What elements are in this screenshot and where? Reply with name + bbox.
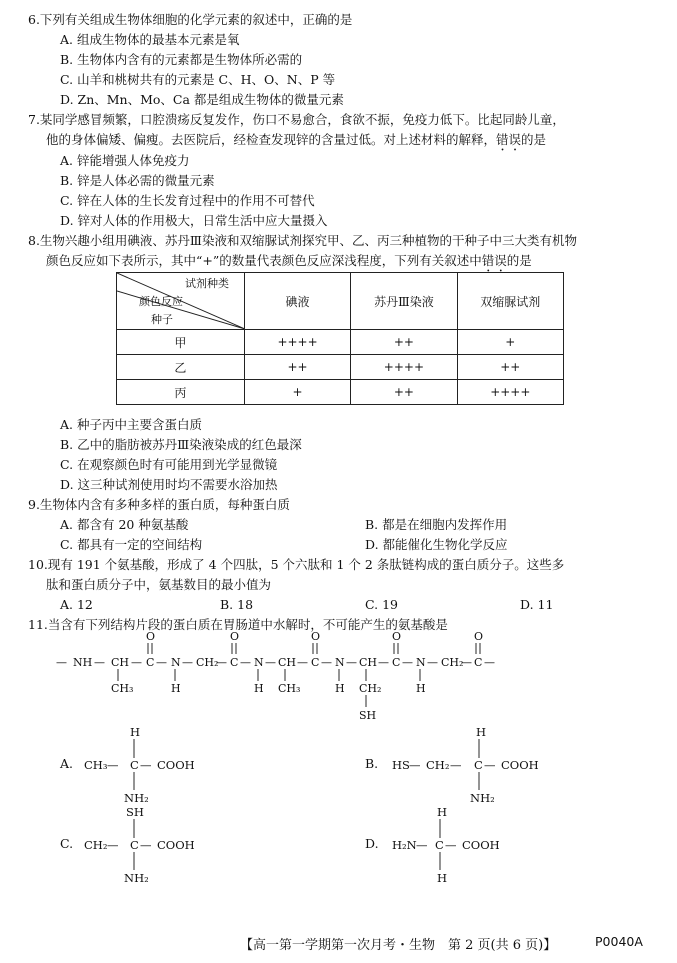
q11-option-a-structure bbox=[80, 724, 220, 806]
svg-text:COOH: COOH bbox=[501, 758, 539, 772]
svg-text:H₂N: H₂N bbox=[392, 838, 417, 852]
table-row bbox=[117, 355, 564, 380]
svg-text:HS: HS bbox=[392, 758, 410, 772]
svg-text:NH₂: NH₂ bbox=[470, 791, 495, 805]
svg-text:CH: CH bbox=[278, 656, 297, 669]
svg-text:—: — bbox=[346, 656, 357, 669]
q11-option-b-structure bbox=[388, 724, 568, 806]
svg-text:C: C bbox=[230, 656, 239, 669]
paper-code: P0040A bbox=[595, 934, 643, 949]
svg-text:H: H bbox=[130, 725, 141, 739]
q7-option-a: A. 锌能增强人体免疫力 bbox=[60, 153, 190, 168]
svg-text:N: N bbox=[171, 656, 181, 669]
table-cell: + bbox=[457, 330, 563, 355]
table-cell: + bbox=[244, 380, 350, 405]
q10-stem-line1: 10.现有 191 个氨基酸，形成了 4 个四肽，5 个六肽和 1 个 2 条肽链构成的蛋白质分子。这些多 bbox=[28, 557, 565, 572]
svg-text:—: — bbox=[450, 758, 462, 772]
table-cell: ++ bbox=[351, 380, 457, 405]
svg-text:—: — bbox=[445, 838, 457, 852]
svg-text:C: C bbox=[311, 656, 320, 669]
svg-text:CH₂: CH₂ bbox=[426, 758, 450, 772]
svg-text:CH₂: CH₂ bbox=[359, 682, 382, 695]
q8-stem-tail: 的是 bbox=[506, 253, 532, 268]
svg-text:N: N bbox=[416, 656, 426, 669]
q7-option-b: B. 锌是人体必需的微量元素 bbox=[60, 173, 215, 188]
seed-name: 乙 bbox=[117, 355, 245, 380]
q7-emphasis: 错误 bbox=[496, 132, 522, 147]
svg-text:—: — bbox=[402, 656, 413, 669]
svg-text:O: O bbox=[230, 632, 240, 643]
table-corner-cell bbox=[117, 273, 245, 330]
svg-text:—: — bbox=[461, 656, 472, 669]
svg-text:NH₂: NH₂ bbox=[124, 791, 149, 805]
q10-stem-line2: 肽和蛋白质分子中，氨基数目的最小值为 bbox=[46, 577, 272, 592]
svg-text:—: — bbox=[56, 656, 67, 669]
svg-text:N: N bbox=[335, 656, 345, 669]
q11-option-c-structure bbox=[80, 804, 220, 886]
svg-text:—: — bbox=[216, 656, 227, 669]
svg-text:—: — bbox=[378, 656, 389, 669]
col-header-sudan: 苏丹Ⅲ染液 bbox=[351, 273, 457, 330]
svg-text:C: C bbox=[474, 758, 483, 772]
svg-text:O: O bbox=[311, 632, 321, 643]
q8-stem-line1: 8.生物兴趣小组用碘液、苏丹Ⅲ染液和双缩脲试剂探究甲、乙、丙三种植物的干种子中三大类有机物 bbox=[28, 233, 577, 248]
table-row bbox=[117, 380, 564, 405]
q6-option-a: A. 组成生物体的最基本元素是氧 bbox=[60, 32, 240, 47]
svg-text:—: — bbox=[240, 656, 251, 669]
svg-text:H: H bbox=[437, 805, 448, 819]
table-cell: ++ bbox=[457, 355, 563, 380]
corner-seed-label: 种子 bbox=[151, 313, 173, 326]
corner-reagent-label: 试剂种类 bbox=[185, 277, 229, 290]
svg-text:C: C bbox=[146, 656, 155, 669]
svg-text:C: C bbox=[130, 758, 139, 772]
svg-text:—: — bbox=[107, 758, 119, 772]
q9-option-d: D. 都能催化生物化学反应 bbox=[365, 537, 508, 552]
svg-text:H: H bbox=[171, 682, 181, 695]
q10-option-d: D. 11 bbox=[520, 597, 554, 612]
q11-option-d-structure bbox=[388, 804, 548, 886]
svg-text:—: — bbox=[140, 758, 152, 772]
svg-text:—: — bbox=[94, 656, 105, 669]
q10-option-b: B. 18 bbox=[220, 597, 254, 612]
q9-stem: 9.生物体内含有多种多样的蛋白质，每种蛋白质 bbox=[28, 497, 290, 512]
table-cell: ++++ bbox=[244, 330, 350, 355]
svg-text:SH: SH bbox=[126, 805, 144, 819]
svg-text:CH₃: CH₃ bbox=[278, 682, 301, 695]
q8-emphasis: 错误 bbox=[481, 253, 507, 268]
svg-text:CH₃: CH₃ bbox=[84, 758, 108, 772]
svg-text:NH: NH bbox=[73, 656, 93, 669]
q8-option-a: A. 种子丙中主要含蛋白质 bbox=[60, 417, 202, 432]
svg-text:—: — bbox=[416, 838, 428, 852]
svg-text:H: H bbox=[437, 871, 448, 885]
q11-option-d-label: D. bbox=[365, 836, 379, 851]
table-cell: ++ bbox=[244, 355, 350, 380]
svg-text:CH₂: CH₂ bbox=[441, 656, 464, 669]
svg-text:COOH: COOH bbox=[157, 838, 195, 852]
svg-text:—: — bbox=[484, 758, 496, 772]
svg-text:—: — bbox=[156, 656, 167, 669]
svg-text:SH: SH bbox=[359, 709, 377, 722]
svg-text:—: — bbox=[409, 758, 421, 772]
q11-option-a-label: A. bbox=[60, 756, 74, 771]
table-cell: ++++ bbox=[457, 380, 563, 405]
svg-text:C: C bbox=[474, 656, 483, 669]
table-cell: ++ bbox=[351, 330, 457, 355]
svg-text:—: — bbox=[427, 656, 438, 669]
svg-text:C: C bbox=[130, 838, 139, 852]
svg-text:—: — bbox=[140, 838, 152, 852]
svg-text:O: O bbox=[392, 632, 402, 643]
q8-option-b: B. 乙中的脂肪被苏丹Ⅲ染液染成的红色最深 bbox=[60, 437, 302, 452]
q8-option-c: C. 在观察颜色时有可能用到光学显微镜 bbox=[60, 457, 278, 472]
svg-text:CH₂: CH₂ bbox=[196, 656, 219, 669]
peptide-chain-structure bbox=[56, 632, 496, 724]
q8-stem-text: 颜色反应如下表所示，其中“+”的数量代表颜色反应深浅程度，下列有关叙述中 bbox=[46, 253, 482, 268]
q7-stem-line1: 7.某同学感冒频繁，口腔溃疡反复发作，伤口不易愈合，食欲不振，免疫力低下。比起同龄儿童， bbox=[28, 112, 565, 127]
svg-text:—: — bbox=[321, 656, 332, 669]
q9-option-c: C. 都具有一定的空间结构 bbox=[60, 537, 203, 552]
q7-stem-text: 他的身体偏矮、偏瘦。去医院后，经检查发现锌的含量过低。对上述材料的解释， bbox=[46, 132, 497, 147]
svg-text:H: H bbox=[335, 682, 345, 695]
svg-text:O: O bbox=[146, 632, 156, 643]
svg-text:—: — bbox=[182, 656, 193, 669]
table-row bbox=[117, 330, 564, 355]
svg-text:H: H bbox=[476, 725, 487, 739]
svg-text:—: — bbox=[131, 656, 142, 669]
svg-text:—: — bbox=[297, 656, 308, 669]
svg-text:H: H bbox=[416, 682, 426, 695]
seed-name: 甲 bbox=[117, 330, 245, 355]
q6-option-c: C. 山羊和桃树共有的元素是 C、H、O、N、P 等 bbox=[60, 72, 336, 87]
svg-text:O: O bbox=[474, 632, 484, 643]
q6-option-b: B. 生物体内含有的元素都是生物体所必需的 bbox=[60, 52, 303, 67]
q11-option-b-label: B. bbox=[365, 756, 379, 771]
svg-text:CH₂: CH₂ bbox=[84, 838, 108, 852]
col-header-iodine: 碘液 bbox=[244, 273, 350, 330]
svg-text:C: C bbox=[435, 838, 444, 852]
svg-text:C: C bbox=[392, 656, 401, 669]
q8-option-d: D. 这三种试剂使用时均不需要水浴加热 bbox=[60, 477, 278, 492]
q7-stem-line2 bbox=[46, 132, 546, 154]
col-header-biuret: 双缩脲试剂 bbox=[457, 273, 563, 330]
svg-text:COOH: COOH bbox=[462, 838, 500, 852]
q7-option-d: D. 锌对人体的作用极大，日常生活中应大量摄入 bbox=[60, 213, 328, 228]
seed-name: 丙 bbox=[117, 380, 245, 405]
q11-option-c-label: C. bbox=[60, 836, 74, 851]
corner-color-label: 颜色反应 bbox=[139, 295, 183, 308]
q7-stem-tail: 的是 bbox=[521, 132, 547, 147]
q9-option-a: A. 都含有 20 种氨基酸 bbox=[60, 517, 189, 532]
q6-option-d: D. Zn、Mn、Mo、Ca 都是组成生物体的微量元素 bbox=[60, 92, 344, 107]
svg-text:H: H bbox=[254, 682, 264, 695]
reagent-table bbox=[116, 272, 564, 405]
table-cell: ++++ bbox=[351, 355, 457, 380]
page-footer: 【高一第一学期第一次月考・生物 第 2 页(共 6 页)】 bbox=[240, 938, 557, 953]
q10-option-c: C. 19 bbox=[365, 597, 398, 612]
q6-stem: 6.下列有关组成生物体细胞的化学元素的叙述中，正确的是 bbox=[28, 12, 353, 27]
svg-text:CH₃: CH₃ bbox=[111, 682, 134, 695]
svg-text:N: N bbox=[254, 656, 264, 669]
q7-option-c: C. 锌在人体的生长发育过程中的作用不可替代 bbox=[60, 193, 315, 208]
svg-text:CH: CH bbox=[111, 656, 130, 669]
svg-text:COOH: COOH bbox=[157, 758, 195, 772]
q9-option-b: B. 都是在细胞内发挥作用 bbox=[365, 517, 508, 532]
svg-text:—: — bbox=[265, 656, 276, 669]
svg-text:CH: CH bbox=[359, 656, 378, 669]
svg-text:NH₂: NH₂ bbox=[124, 871, 149, 885]
q11-stem: 11.当含有下列结构片段的蛋白质在胃肠道中水解时，不可能产生的氨基酸是 bbox=[28, 617, 448, 632]
svg-text:—: — bbox=[484, 656, 495, 669]
q10-option-a: A. 12 bbox=[60, 597, 93, 612]
svg-text:—: — bbox=[107, 838, 119, 852]
